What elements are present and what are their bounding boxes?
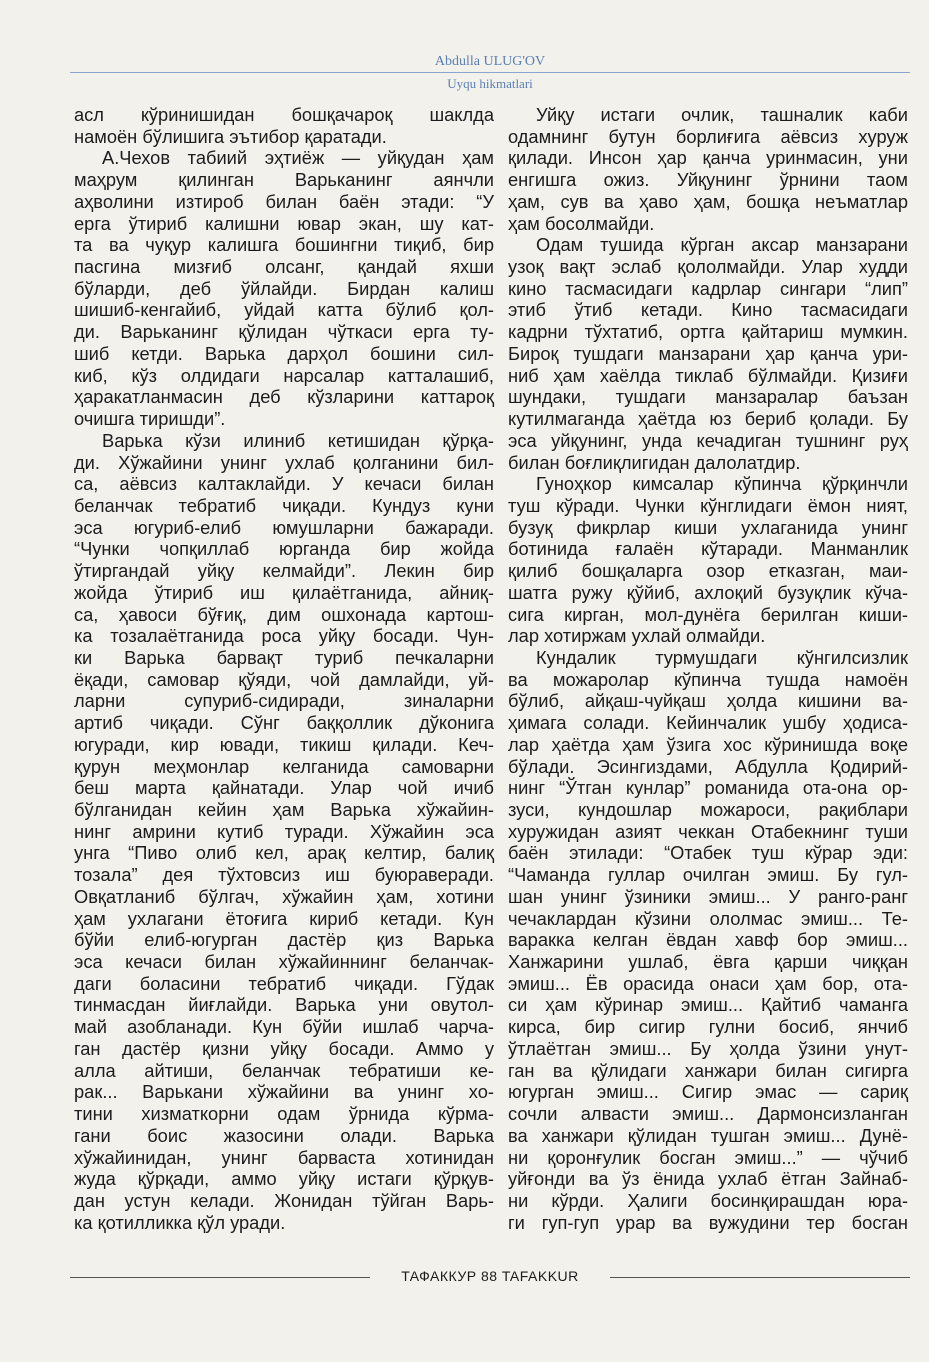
text-line: бузуқ фикрлар киши ухлаганида унинг: [508, 516, 908, 538]
text-line: ги гуп-гуп урар ва вужудини тер босган: [508, 1211, 908, 1233]
author-name: Abdulla ULUG'OV: [434, 54, 546, 69]
text-line: пасгина мизғиб олсанг, қандай яхши: [74, 256, 494, 278]
text-line: чечаклардан кўзини ололмас эмиш... Те-: [508, 907, 908, 929]
text-line: си ҳам кўринар эмиш... Қайтиб чаманга: [508, 994, 908, 1016]
text-line: югуради, кир ювади, тикиш қилади. Кеч-: [74, 733, 494, 755]
text-line: жойда ўтириб иш қилаётганида, айниқ-: [74, 581, 494, 603]
text-line: ҳимага солади. Кейинчалик ушбу ҳодиса-: [508, 712, 908, 734]
text-line: Варька кўзи илиниб кетишидан қўрқа-: [102, 429, 494, 451]
text-line: тини хизматкорни одам ўрнида кўрма-: [74, 1103, 494, 1125]
text-line: ва можаролар кўпинча тушда намоён: [508, 668, 908, 690]
text-line: “Чунки чопқиллаб юрганда бир жойда: [74, 538, 494, 560]
text-line: кирса, бир сигир гулни босиб, янчиб: [508, 1016, 908, 1038]
text-line: эса уйқунинг, унда кечадиган тушнинг руҳ: [508, 429, 908, 451]
text-line: лар хотиржам ухлай олмайди.: [508, 625, 766, 647]
left-column: [74, 104, 494, 1233]
text-line: ерга ўтириб калишни ювар экан, шу кат-: [74, 212, 494, 234]
text-line: “Чаманда гуллар очилган эмиш. Бу гул-: [508, 864, 908, 886]
text-line: ди. Хўжайини унинг ухлаб қолганини бил-: [74, 451, 494, 473]
right-column: [508, 104, 908, 1233]
text-line: тинмасдан йиғлайди. Варька уни овутол-: [74, 994, 494, 1016]
text-line: Одам тушида кўрган аксар манзарани: [536, 234, 908, 256]
text-line: ка тозалаётганида роса уйқу босади. Чун-: [74, 625, 494, 647]
text-line: ўтлаётган эмиш... Бу ҳолда ўзини унут-: [508, 1037, 908, 1059]
text-line: нинг “Ўтган кунлар” романида ота-она ор-: [508, 777, 908, 799]
text-line: ка қотилликка қўл уради.: [74, 1211, 286, 1233]
text-line: алла айтиши, беланчак тебратиши ке-: [74, 1059, 494, 1081]
text-line: са, аёвсиз калтаклайди. У кечаси билан: [74, 473, 494, 495]
text-line: лар ҳаётда ҳам ўзига хос кўринишда воқе: [508, 733, 908, 755]
text-line: беланчак тебратиб чиқади. Кундуз куни: [74, 494, 494, 516]
text-line: сига кирган, мол-дунёга берилган киши-: [508, 603, 908, 625]
text-line: кутилмаганда ҳаётда юз бериб қолади. Бу: [508, 408, 908, 430]
text-line: ўтиргандай уйқу келмайди”. Лекин бир: [74, 560, 494, 582]
text-line: югурган эмиш... Сигир эмас — сариқ: [508, 1081, 908, 1103]
text-line: хуружидан азият чеккан Отабекнинг туши: [508, 820, 908, 842]
text-line: ки Варька барвақт туриб печкаларни: [74, 646, 494, 668]
text-line: ни кўрди. Ҳалиги босинқирашдан юра-: [508, 1189, 908, 1211]
text-line: бўлади. Эсингиздами, Абдулла Қодирий-: [508, 755, 908, 777]
text-line: шундаки, тушдаги манзаралар баъзан: [508, 386, 908, 408]
text-line: намоён бўлишига эътибор қаратади.: [74, 125, 387, 147]
text-line: дан устун келади. Жонидан тўйган Варь-: [74, 1189, 494, 1211]
text-line: Ханжарини ушлаб, ёвга қарши чиққан: [508, 951, 908, 973]
text-line: ва ханжари қўлидан тушган эмиш... Дунё-: [508, 1124, 908, 1146]
header-rule: [70, 72, 910, 73]
text-line: Гуноҳкор кимсалар кўпинча қўрқинчли: [536, 473, 908, 495]
text-line: ларни супуриб-сидиради, зиналарни: [74, 690, 494, 712]
text-line: бўлиб, айқаш-чуйқаш ҳолда кишини ва-: [508, 690, 908, 712]
text-line: асл кўринишидан бошқачароқ шаклда: [74, 104, 494, 125]
text-line: қурун меҳмонлар келганида самоварни: [74, 755, 494, 777]
text-line: қилади. Инсон ҳар қанча уринмасин, уни: [508, 147, 908, 169]
text-line: маҳрум қилинган Варьканинг аянчли: [74, 169, 494, 191]
text-line: Бироқ тушдаги манзарани ҳар қанча ури-: [508, 342, 908, 364]
text-line: уйғонди ва ўз ёнида ухлаб ётган Зайнаб-: [508, 1168, 908, 1190]
text-line: бўлганидан кейин ҳам Варька хўжайин-: [74, 799, 494, 820]
text-line: эса югуриб-елиб юмушларни бажаради.: [74, 516, 494, 538]
text-line: ҳаракатланмасин деб кўзларини каттароқ: [74, 386, 494, 408]
footer-rule-right: [610, 1277, 910, 1278]
text-line: Кундалик турмушдаги кўнгилсизлик: [536, 646, 908, 668]
text-line: Овқатланиб бўлгач, хўжайин ҳам, хотини: [74, 885, 494, 907]
text-line: кадрни тўхтатиб, ортга қайтариш мумкин.: [508, 321, 908, 343]
text-line: очишга тиришди”.: [74, 408, 226, 430]
text-line: киб, кўз олдидаги нарсалар катталашиб,: [74, 364, 494, 386]
text-line: унга “Пиво олиб кел, арақ келтир, балиқ: [74, 842, 494, 864]
text-line: ёқади, самовар қўяди, чой дамлайди, уй-: [74, 668, 494, 690]
text-line: кино тасмасидаги кадрлар сингари “лип”: [508, 277, 908, 299]
text-line: қилиб бошқаларга озор етказган, маи-: [508, 560, 908, 582]
text-line: бўларди, деб ўйлайди. Бирдан калиш: [74, 277, 494, 299]
text-line: ҳам ухлагани ётоғига кириб кетади. Кун: [74, 907, 494, 929]
text-line: са, ҳавоси бўғиқ, дим ошхонада картош-: [74, 603, 494, 625]
text-line: ҳам босолмайди.: [508, 212, 655, 234]
text-line: ди. Варьканинг қўлидан чўткаси ерга ту-: [74, 321, 494, 343]
text-line: эмиш... Ёв орасида онаси ҳам бор, ота-: [508, 972, 908, 994]
text-line: билан боғлиқлигидан далолатдир.: [508, 451, 801, 473]
text-line: шиб кетди. Варька дарҳол бошини сил-: [74, 342, 494, 364]
text-line: тозала” дея тўхтовсиз иш буюраверади.: [74, 864, 494, 886]
text-line: беш марта қайнатади. Улар чой ичиб: [74, 777, 494, 799]
text-line: даги боласини тебратиб чиқади. Гўдак: [74, 972, 494, 994]
text-line: ган дастёр қизни уйқу босади. Аммо у: [74, 1037, 494, 1059]
book-title: Uyqu hikmatlari: [447, 76, 533, 91]
text-line: гани боис жазосини олади. Варька: [74, 1124, 494, 1146]
page-number-label: ТАФАККУР 88 TAFAKKUR: [401, 1268, 579, 1284]
text-line: узоқ вақт эслаб қололмайди. Улар худди: [508, 256, 908, 278]
text-line: ботинида ғалаён кўтаради. Манманлик: [508, 538, 908, 560]
text-line: артиб чиқади. Сўнг баққоллик дўконига: [74, 712, 494, 734]
text-line: ҳам, сув ва ҳаво ҳам, бошқа неъматлар: [508, 190, 908, 212]
page-footer: [70, 1266, 910, 1290]
text-line: май азобланади. Кун бўйи ишлаб чарча-: [74, 1016, 494, 1038]
text-line: зуси, кундошлар можароси, рақиблари: [508, 799, 908, 820]
running-header: [70, 50, 910, 100]
text-line: ни қоронғулик босган эмиш...” — чўчиб: [508, 1146, 908, 1168]
text-line: этиб ўтиб кетади. Кино тасмасидаги: [508, 299, 908, 321]
text-line: шан унинг ўзиники эмиш... У ранго-ранг: [508, 885, 908, 907]
text-line: туш кўради. Чунки кўнглидаги ёмон ният,: [508, 494, 908, 516]
text-line: шишиб-кенгайиб, уйдай катта бўлиб қол-: [74, 299, 494, 321]
text-line: ган ва қўлидаги ханжари билан сигирга: [508, 1059, 908, 1081]
text-line: хўжайинидан, унинг барваста хотинидан: [74, 1146, 494, 1168]
text-line: рак... Варькани хўжайини ва унинг хо-: [74, 1081, 494, 1103]
text-line: аҳволини изтироб билан баён этади: “У: [74, 190, 494, 212]
text-line: ниб ҳам хаёлда тиклаб бўлмайди. Қизиғи: [508, 364, 908, 386]
text-line: шатга ружу қўйиб, ахлоқий бузуқлик кўча-: [508, 581, 908, 603]
text-line: Уйқу истаги очлик, ташналик каби: [536, 104, 908, 125]
text-line: бўйи елиб-югурган дастёр қиз Варька: [74, 929, 494, 951]
text-line: сочли алвасти эмиш... Дармонсизланган: [508, 1103, 908, 1125]
text-line: А.Чехов табиий эҳтиёж — уйқудан ҳам: [102, 147, 494, 169]
text-line: енгишга ожиз. Уйқунинг ўрнини таом: [508, 169, 908, 191]
text-line: нинг амрини кутиб туради. Хўжайин эса: [74, 820, 494, 842]
text-line: варакка келган ёвдан хавф бор эмиш...: [508, 929, 908, 951]
text-line: жуда қўрқади, аммо уйқу истаги қўрқув-: [74, 1168, 494, 1190]
text-line: та ва чуқур калишга бошингни тиқиб, бир: [74, 234, 494, 256]
text-line: эса кечаси билан хўжайиннинг беланчак-: [74, 951, 494, 973]
text-line: одамнинг бутун борлиғига аёвсиз хуруж: [508, 125, 908, 147]
text-line: баён этилади: “Отабек туш кўрар эди:: [508, 842, 908, 864]
